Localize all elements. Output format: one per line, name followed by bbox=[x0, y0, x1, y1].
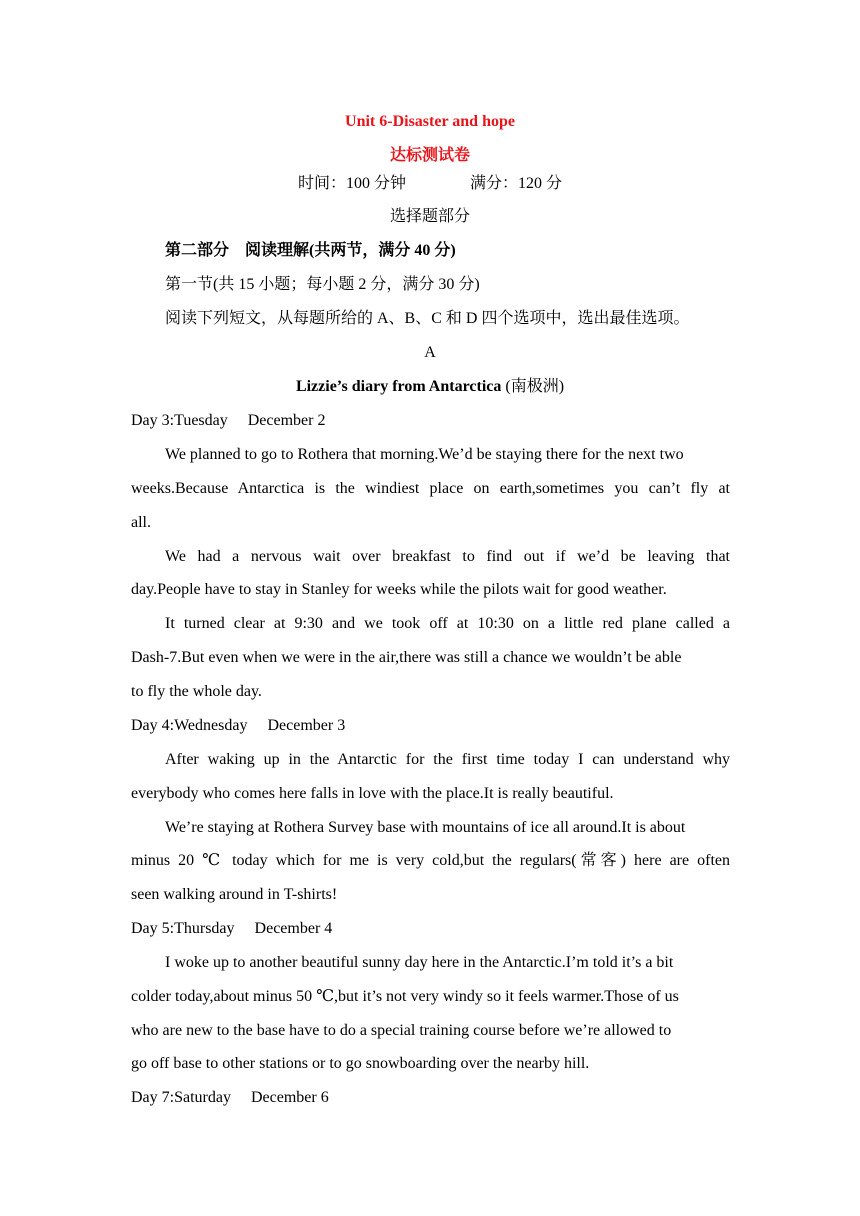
day7-date: December 6 bbox=[250, 1089, 329, 1106]
paragraph-line: Dash-7.But even when we were in the air,there was still a chance we wouldn’t be able bbox=[131, 649, 682, 666]
paragraph-line: to fly the whole day. bbox=[131, 683, 262, 700]
paragraph-line: After waking up in the Antarctic for the first time today I can understand why bbox=[165, 751, 730, 768]
diary-date-day7 bbox=[131, 1088, 329, 1108]
day7-label: Day 7:Saturday bbox=[131, 1089, 231, 1106]
paragraph-line: go off base to other stations or to go snowboarding over the nearby hill. bbox=[131, 1055, 590, 1072]
passage-letter: A bbox=[424, 344, 436, 361]
test-subtitle: 达标测试卷 bbox=[389, 147, 470, 164]
paragraph-line: We planned to go to Rothera that morning.We’d be staying there for the next two bbox=[165, 446, 684, 463]
diary-date-day4 bbox=[131, 716, 345, 736]
paragraph-line: everybody who comes here falls in love with the place.It is really beautiful. bbox=[131, 785, 614, 802]
passage-title-text: Lizzie’s diary from Antarctica bbox=[295, 378, 502, 395]
paragraph-line: weeks.Because Antarctica is the windiest place on earth,sometimes you can’t fly at bbox=[131, 480, 730, 497]
exam-score: 满分：120 分 bbox=[470, 175, 563, 192]
passage-title bbox=[0, 377, 860, 397]
day3-label: Day 3:Tuesday bbox=[131, 412, 228, 429]
paragraph-line: who are new to the base have to do a special training course before we’re allowed to bbox=[131, 1022, 672, 1039]
paragraph-line: minus 20 ℃ today which for me is very cold,but the regulars(常客) here are often bbox=[131, 852, 730, 869]
day4-label: Day 4:Wednesday bbox=[131, 717, 248, 734]
diary-date-day5 bbox=[131, 919, 332, 939]
paragraph-line: I woke up to another beautiful sunny day here in the Antarctic.I’m told it’s a bit bbox=[165, 954, 674, 971]
passage-title-note: (南极洲) bbox=[501, 378, 565, 395]
unit-title: Unit 6-Disaster and hope bbox=[345, 113, 515, 130]
paragraph-line: It turned clear at 9:30 and we took off at 10:30 on a little red plane called a bbox=[165, 615, 730, 632]
paragraph-line: colder today,about minus 50 ℃,but it’s not very windy so it feels warmer.Those of us bbox=[131, 988, 679, 1005]
subsection-heading: 第一节(共 15 小题；每小题 2 分，满分 30 分) bbox=[165, 276, 480, 293]
exam-info bbox=[0, 174, 860, 194]
day5-date: December 4 bbox=[254, 920, 333, 937]
diary-date-day3 bbox=[131, 411, 325, 431]
instruction-text: 阅读下列短文，从每题所给的 A、B、C 和 D 四个选项中，选出最佳选项。 bbox=[165, 310, 690, 327]
paragraph-line: day.People have to stay in Stanley for weeks while the pilots wait for good weather. bbox=[131, 581, 667, 598]
day5-label: Day 5:Thursday bbox=[131, 920, 235, 937]
part-heading: 第二部分 阅读理解(共两节，满分 40 分) bbox=[165, 242, 456, 259]
paragraph-line: We’re staying at Rothera Survey base with mountains of ice all around.It is about bbox=[165, 819, 686, 836]
paragraph-line: seen walking around in T-shirts! bbox=[131, 886, 338, 903]
exam-time: 时间：100 分钟 bbox=[297, 175, 406, 192]
day3-date: December 2 bbox=[247, 412, 326, 429]
day4-date: December 3 bbox=[267, 717, 346, 734]
paragraph-line: We had a nervous wait over breakfast to find out if we’d be leaving that bbox=[165, 548, 730, 565]
paragraph-line: all. bbox=[131, 514, 151, 531]
section-label: 选择题部分 bbox=[389, 208, 470, 225]
